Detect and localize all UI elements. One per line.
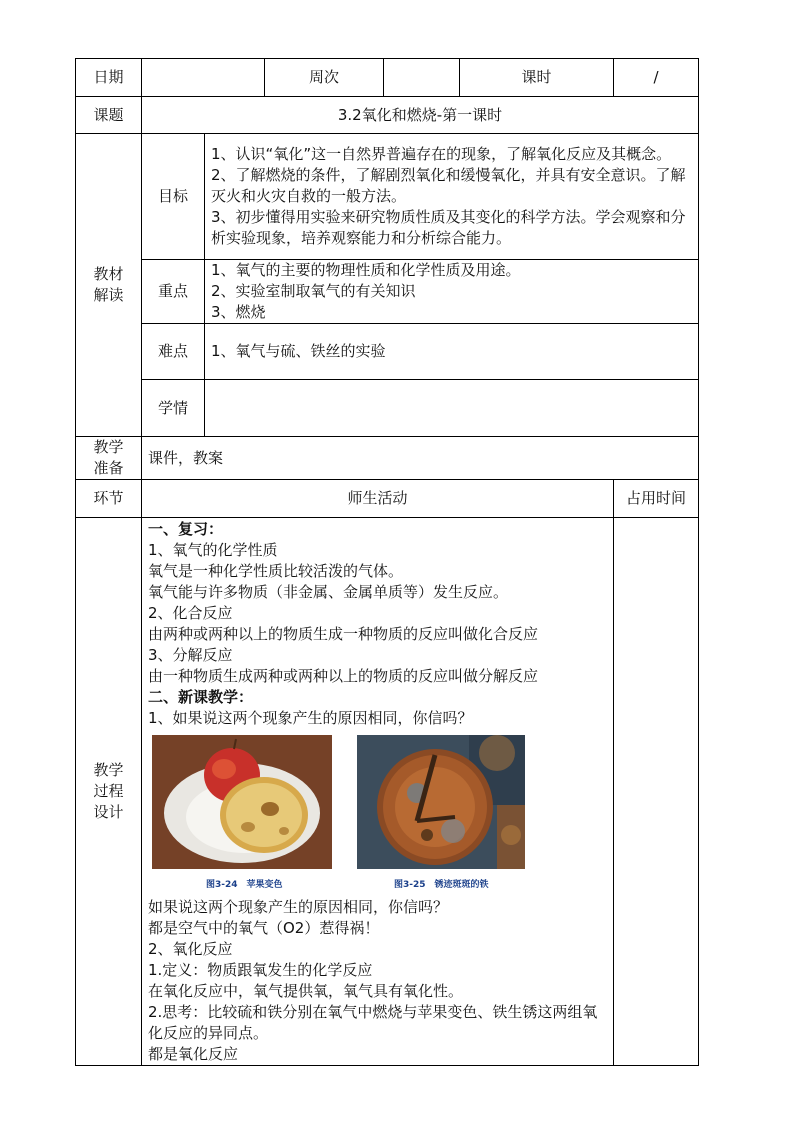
review-line: 由两种或两种以上的物质生成一种物质的反应叫做化合反应: [148, 625, 539, 643]
review-line: 氧气是一种化学性质比较活泼的气体。: [148, 562, 404, 580]
columns-row: [76, 480, 699, 518]
iron-caption: 图3-25 锈迹斑斑的铁: [394, 880, 489, 890]
difficulties-label: 难点: [142, 324, 205, 380]
week-value: [384, 59, 460, 97]
difficulties-row: [76, 324, 699, 380]
key-point-item: 3、燃烧: [211, 303, 266, 321]
objective-item: 1、认识“氧化”这一自然界普遍存在的现象，了解氧化反应及其概念。: [211, 145, 672, 163]
key-points-label: 重点: [142, 260, 205, 324]
process-label: [76, 518, 142, 1066]
review-heading: 一、复习：: [148, 520, 224, 538]
objective-item: 2、了解燃烧的条件，了解剧烈氧化和缓慢氧化，并具有安全意识。了解灭火和火灾自救的一般方法。: [211, 166, 686, 205]
key-point-item: 2、实验室制取氧气的有关知识: [211, 282, 416, 300]
lesson-plan-table: [75, 58, 699, 1066]
time-header: 占用时间: [614, 480, 699, 518]
after-line: 在氧化反应中，氧气提供氧，氧气具有氧化性。: [148, 982, 464, 1000]
objectives-content: [205, 134, 699, 260]
header-row: [76, 59, 699, 97]
time-value: [614, 518, 699, 1066]
difficulty-item: 1、氧气与硫、铁丝的实验: [211, 342, 386, 360]
review-line: 3、分解反应: [148, 646, 233, 664]
preparation-label: [76, 437, 142, 480]
learning-value: [205, 380, 699, 437]
learning-row: [76, 380, 699, 437]
review-line: 1、氧气的化学性质: [148, 541, 278, 559]
after-line: 如果说这两个现象产生的原因相同，你信吗？: [148, 898, 449, 916]
period-label: 课时: [460, 59, 614, 97]
date-label: 日期: [76, 59, 142, 97]
figures-area: [148, 735, 608, 895]
objective-item: 3、初步懂得用实验来研究物质性质及其变化的科学方法。学会观察和分析实验现象，培养观察能力和分析综合能力。: [211, 208, 686, 247]
preparation-row: [76, 437, 699, 480]
period-value: /: [614, 59, 699, 97]
review-line: 2、化合反应: [148, 604, 233, 622]
apple-photo: [152, 735, 332, 869]
analysis-label: [76, 134, 142, 437]
learning-label: 学情: [142, 380, 205, 437]
analysis-label-text: 教材解读: [93, 265, 124, 304]
review-line: 氧气能与许多物质（非金属、金属单质等）发生反应。: [148, 583, 509, 601]
stage-header: 环节: [76, 480, 142, 518]
process-content: [142, 518, 614, 1066]
after-line: 2.思考：比较硫和铁分别在氧气中燃烧与苹果变色、铁生锈这两组氧化反应的异同点。: [148, 1003, 598, 1042]
topic-label: 课题: [76, 97, 142, 134]
rusty-iron-photo: [357, 735, 525, 869]
review-line: 由一种物质生成两种或两种以上的物质的反应叫做分解反应: [148, 667, 539, 685]
apple-caption: 图3-24 苹果变色: [206, 880, 283, 890]
process-row: [76, 518, 699, 1066]
question-line: 1、如果说这两个现象产生的原因相同，你信吗？: [148, 709, 473, 727]
activity-header: 师生活动: [142, 480, 614, 518]
after-line: 2、氧化反应: [148, 940, 233, 958]
week-label: 周次: [265, 59, 384, 97]
after-line: 都是空气中的氧气（O2）惹得祸！: [148, 919, 380, 937]
process-label-text: 教学过程设计: [93, 761, 124, 821]
difficulties-content: [205, 324, 699, 380]
after-line: 都是氧化反应: [148, 1045, 239, 1063]
preparation-label-text: 教学准备: [93, 438, 124, 477]
objectives-row: [76, 134, 699, 260]
preparation-value: 课件，教案: [142, 437, 699, 480]
new-lesson-heading: 二、新课教学：: [148, 688, 254, 706]
key-points-content: [205, 260, 699, 324]
objectives-label: 目标: [142, 134, 205, 260]
topic-row: [76, 97, 699, 134]
date-value: [142, 59, 265, 97]
topic-value: 3.2氧化和燃烧-第一课时: [142, 97, 699, 134]
key-points-row: [76, 260, 699, 324]
after-line: 1.定义：物质跟氧发生的化学反应: [148, 961, 373, 979]
key-point-item: 1、氧气的主要的物理性质和化学性质及用途。: [211, 261, 521, 279]
